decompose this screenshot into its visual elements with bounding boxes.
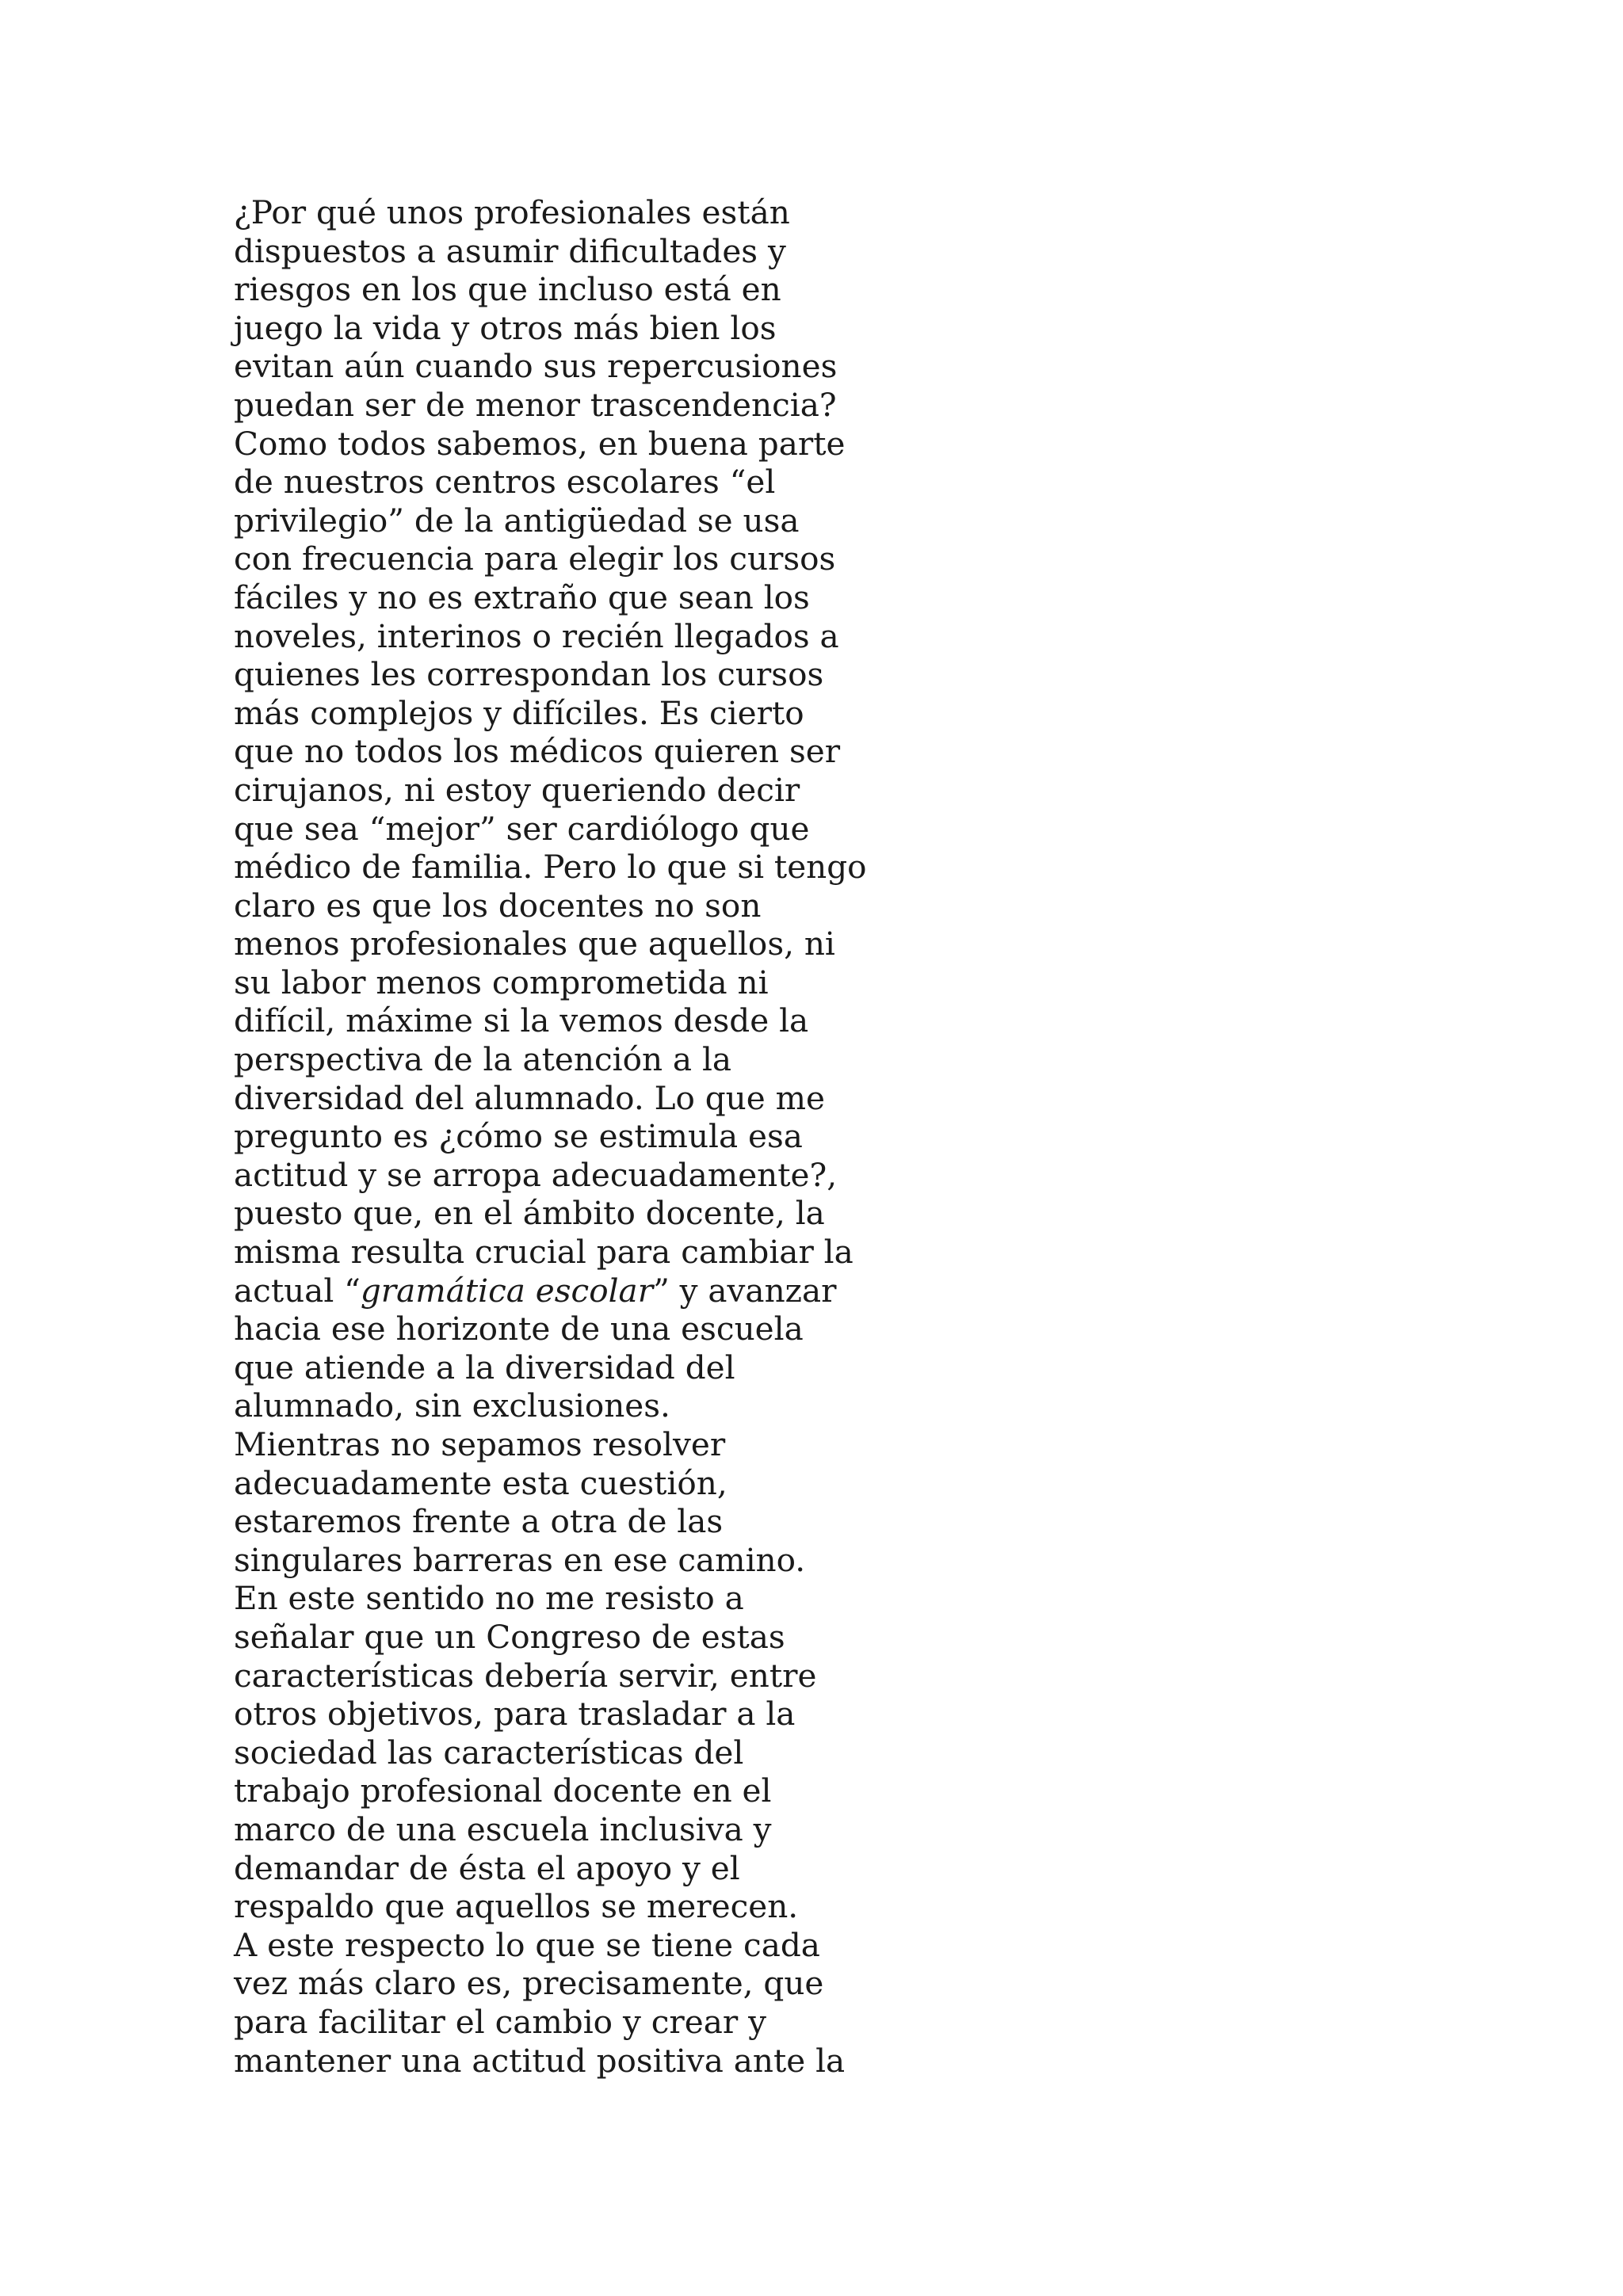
text-line: adecuadamente esta cuestión, — [234, 1463, 727, 1502]
text-line: médico de familia. Pero lo que si tengo — [234, 848, 867, 887]
text-line: dispuestos a asumir dificultades y — [234, 231, 786, 270]
text-line: vez más claro es, precisamente, que — [234, 1964, 824, 2003]
text-line: marco de una escuela inclusiva y — [234, 1810, 772, 1848]
text-line: perspectiva de la atención a la — [234, 1040, 732, 1079]
text-line: que sea “mejor” ser cardiólogo que — [234, 809, 810, 848]
text-line: señalar que un Congreso de estas — [234, 1617, 785, 1656]
text-line: menos profesionales que aquellos, ni — [234, 925, 835, 963]
text-line: Como todos sabemos, en buena parte — [234, 424, 846, 463]
text-line: riesgos en los que incluso está en — [234, 270, 781, 309]
text-line: puedan ser de menor trascendencia? — [234, 385, 837, 424]
text-line: de nuestros centros escolares “el — [234, 463, 776, 502]
text-line: con frecuencia para elegir los cursos — [234, 540, 836, 578]
text-line: singulares barreras en ese camino. — [234, 1540, 806, 1579]
text-line: pregunto es ¿cómo se estimula esa — [234, 1117, 803, 1156]
text-line: trabajo profesional docente en el — [234, 1772, 772, 1810]
text-line: privilegio” de la antigüedad se usa — [234, 501, 800, 540]
text-line: su labor menos comprometida ni — [234, 963, 769, 1001]
text-line: características debería servir, entre — [234, 1656, 817, 1695]
text-segment: ” y avanzar — [653, 1271, 837, 1310]
text-line: que no todos los médicos quieren ser — [234, 732, 841, 771]
text-line: alumnado, sin exclusiones. — [234, 1386, 670, 1425]
text-line: para facilitar el cambio y crear y — [234, 2002, 766, 2041]
text-line: ¿Por qué unos profesionales están — [234, 193, 790, 231]
text-line: otros objetivos, para trasladar a la — [234, 1695, 796, 1733]
text-line: misma resulta crucial para cambiar la — [234, 1233, 854, 1272]
text-line: actitud y se arropa adecuadamente?, — [234, 1155, 838, 1194]
text-line: difícil, máxime si la vemos desde la — [234, 1001, 809, 1040]
text-line: A este respecto lo que se tiene cada — [234, 1925, 820, 1964]
text-line: En este sentido no me resisto a — [234, 1579, 744, 1618]
text-line: estaremos frente a otra de las — [234, 1502, 724, 1541]
text-line: Mientras no sepamos resolver — [234, 1425, 726, 1463]
text-line: respaldo que aquellos se merecen. — [234, 1887, 799, 1926]
text-line: hacia ese horizonte de una escuela — [234, 1310, 804, 1348]
text-line: noveles, interinos o recién llegados a — [234, 616, 839, 655]
text-line: puesto que, en el ámbito docente, la — [234, 1194, 825, 1233]
text-line: evitan aún cuando sus repercusiones — [234, 347, 838, 386]
body-text — [234, 193, 1026, 2080]
text-line-with-italic — [234, 1272, 1026, 1310]
text-line: claro es que los docentes no son — [234, 886, 762, 925]
text-segment: actual “ — [234, 1271, 361, 1310]
text-line: sociedad las características del — [234, 1733, 744, 1772]
italic-term: gramática escolar — [360, 1271, 654, 1310]
text-line: diversidad del alumnado. Lo que me — [234, 1078, 825, 1117]
text-line: cirujanos, ni estoy queriendo decir — [234, 770, 800, 809]
text-line: demandar de ésta el apoyo y el — [234, 1848, 740, 1887]
text-line: que atiende a la diversidad del — [234, 1348, 735, 1386]
text-line: más complejos y difíciles. Es cierto — [234, 693, 804, 732]
text-line: mantener una actitud positiva ante la — [234, 2041, 846, 2080]
text-line: quienes les correspondan los cursos — [234, 655, 824, 694]
text-line: fáciles y no es extraño que sean los — [234, 578, 810, 616]
text-line: juego la vida y otros más bien los — [234, 308, 777, 347]
